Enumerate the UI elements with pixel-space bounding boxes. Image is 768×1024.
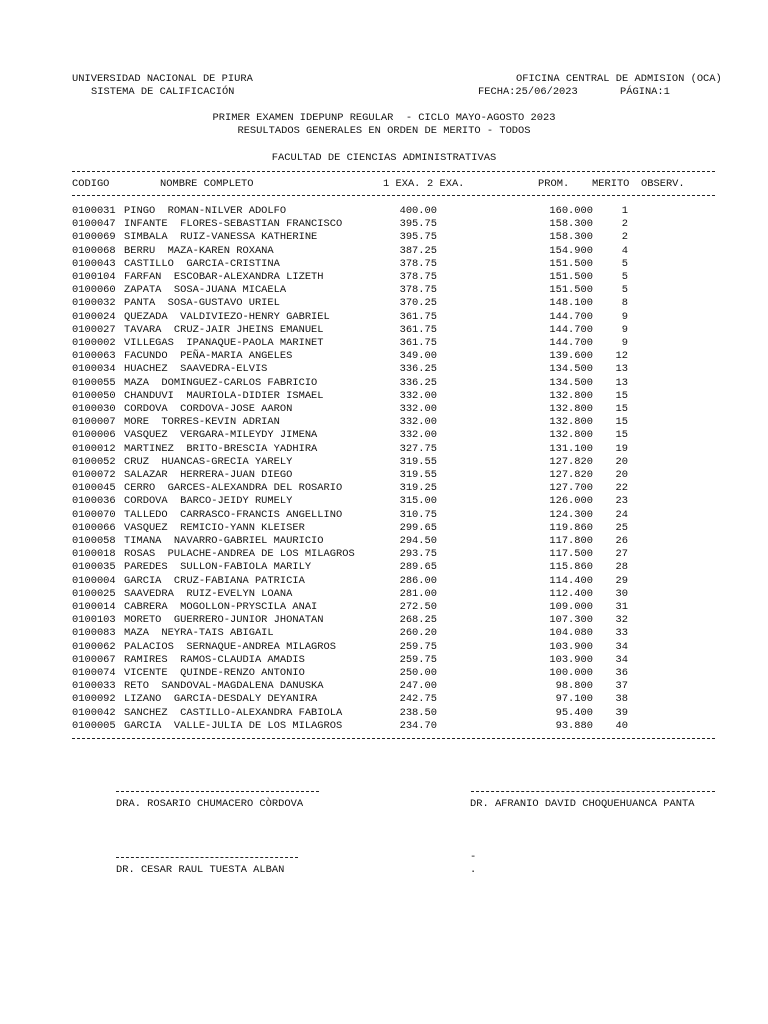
row-prom: 144.700: [549, 337, 593, 349]
row-exam1: 238.50: [399, 706, 437, 719]
table-row: [0, 443, 768, 456]
row-merit: 37: [615, 680, 628, 693]
row-code: 0100025: [72, 587, 116, 600]
row-prom: 132.800: [549, 429, 593, 442]
row-merit: 9: [621, 337, 628, 349]
row-prom: 139.600: [549, 350, 593, 363]
row-code: 0100066: [72, 521, 116, 534]
row-code: 0100035: [72, 561, 116, 574]
table-row: [0, 218, 768, 231]
row-merit: 1: [621, 205, 628, 217]
row-merit: 31: [615, 601, 628, 613]
row-merit: 12: [615, 350, 628, 363]
table-row: [0, 522, 768, 535]
row-merit: 29: [615, 574, 628, 587]
row-prom: 127.820: [549, 455, 593, 468]
row-prom: 103.900: [549, 653, 593, 666]
row-exam1: 272.50: [399, 601, 437, 613]
row-merit: 13: [615, 363, 628, 376]
row-merit: 4: [621, 244, 628, 257]
row-merit: 25: [615, 521, 628, 534]
table-row: [0, 641, 768, 654]
row-name: TALLEDO CARRASCO-FRANCIS ANGELLINO: [124, 508, 343, 521]
row-prom: 131.100: [549, 442, 593, 455]
row-merit: 34: [615, 653, 628, 666]
row-exam1: 260.20: [399, 627, 437, 640]
table-row: [0, 601, 768, 614]
table-row: [0, 297, 768, 310]
row-prom: 148.100: [549, 297, 593, 310]
row-merit: 15: [615, 416, 628, 429]
table-row: [0, 390, 768, 403]
signature-line-3: [116, 857, 298, 858]
row-exam1: 361.75: [399, 337, 437, 349]
results-title: RESULTADOS GENERALES EN ORDEN DE MERITO - TODOS: [237, 125, 531, 137]
row-exam1: 378.75: [399, 271, 437, 283]
row-name: VILLEGAS IPANAQUE-PAOLA MARINET: [124, 337, 324, 349]
row-prom: 132.800: [549, 416, 593, 429]
row-name: HUACHEZ SAAVEDRA-ELVIS: [124, 363, 268, 376]
row-exam1: 289.65: [399, 561, 437, 574]
row-merit: 27: [615, 548, 628, 561]
row-name: CRUZ HUANCAS-GRECIA YARELY: [124, 455, 293, 468]
row-name: SALAZAR HERRERA-JUAN DIEGO: [124, 469, 293, 481]
row-merit: 20: [615, 455, 628, 468]
row-prom: 119.860: [549, 521, 593, 534]
row-merit: 13: [615, 376, 628, 389]
row-prom: 132.800: [549, 403, 593, 415]
row-code: 0100033: [72, 680, 116, 693]
row-prom: 151.500: [549, 257, 593, 270]
row-merit: 23: [615, 495, 628, 508]
row-exam1: 242.75: [399, 693, 437, 706]
row-name: LIZANO GARCIA-DESDALY DEYANIRA: [124, 693, 318, 706]
row-code: 0100012: [72, 442, 116, 455]
header-bottom-rule: [72, 195, 715, 196]
row-name: RAMIRES RAMOS-CLAUDIA AMADIS: [124, 653, 305, 666]
institution-name: UNIVERSIDAD NACIONAL DE PIURA: [72, 73, 253, 85]
row-code: 0100060: [72, 284, 116, 297]
row-prom: 103.900: [549, 640, 593, 653]
row-name: MORE TORRES-KEVIN ADRIAN: [124, 416, 280, 429]
signature-line-2: [471, 791, 715, 792]
row-name: FARFAN ESCOBAR-ALEXANDRA LIZETH: [124, 271, 324, 283]
row-merit: 15: [615, 403, 628, 415]
table-row: [0, 680, 768, 693]
row-merit: 15: [615, 389, 628, 402]
row-code: 0100036: [72, 495, 116, 508]
table-end-rule: [72, 738, 715, 739]
table-row: [0, 627, 768, 640]
row-exam1: 310.75: [399, 508, 437, 521]
row-merit: 28: [615, 561, 628, 574]
row-code: 0100032: [72, 297, 116, 310]
row-exam1: 327.75: [399, 442, 437, 455]
table-row: [0, 469, 768, 482]
row-exam1: 349.00: [399, 350, 437, 363]
row-prom: 160.000: [549, 205, 593, 217]
row-merit: 5: [621, 257, 628, 270]
row-merit: 26: [615, 535, 628, 547]
row-name: TAVARA CRUZ-JAIR JHEINS EMANUEL: [124, 323, 324, 336]
row-code: 0100083: [72, 627, 116, 640]
row-code: 0100018: [72, 548, 116, 561]
row-merit: 9: [621, 310, 628, 323]
row-prom: 127.820: [549, 469, 593, 481]
row-name: SIMBALA RUIZ-VANESSA KATHERINE: [124, 231, 318, 244]
row-merit: 8: [621, 297, 628, 310]
row-prom: 100.000: [549, 667, 593, 679]
row-prom: 95.400: [555, 706, 593, 719]
row-code: 0100027: [72, 323, 116, 336]
row-name: PINGO ROMAN-NILVER ADOLFO: [124, 205, 287, 217]
row-prom: 98.800: [555, 680, 593, 693]
row-name: MORETO GUERRERO-JUNIOR JHONATAN: [124, 614, 324, 627]
row-prom: 124.300: [549, 508, 593, 521]
row-code: 0100030: [72, 403, 116, 415]
table-row: [0, 667, 768, 680]
row-exam1: 332.00: [399, 389, 437, 402]
row-code: 0100070: [72, 508, 116, 521]
table-row: [0, 271, 768, 284]
table-row: [0, 324, 768, 337]
row-exam1: 400.00: [399, 205, 437, 217]
row-merit: 20: [615, 469, 628, 481]
row-name: TIMANA NAVARRO-GABRIEL MAURICIO: [124, 535, 324, 547]
row-prom: 107.300: [549, 614, 593, 627]
row-code: 0100031: [72, 205, 116, 217]
row-code: 0100042: [72, 706, 116, 719]
signature-line-1: [116, 791, 319, 792]
row-prom: 134.500: [549, 376, 593, 389]
table-row: [0, 429, 768, 442]
row-name: INFANTE FLORES-SEBASTIAN FRANCISCO: [124, 218, 343, 231]
table-row: [0, 548, 768, 561]
row-exam1: 299.65: [399, 521, 437, 534]
row-exam1: 293.75: [399, 548, 437, 561]
row-code: 0100005: [72, 719, 116, 732]
row-exam1: 332.00: [399, 403, 437, 415]
table-row: [0, 561, 768, 574]
table-row: [0, 575, 768, 588]
row-name: SANCHEZ CASTILLO-ALEXANDRA FABIOLA: [124, 706, 343, 719]
row-merit: 40: [615, 719, 628, 732]
row-name: QUEZADA VALDIVIEZO-HENRY GABRIEL: [124, 310, 330, 323]
row-name: CHANDUVI MAURIOLA-DIDIER ISMAEL: [124, 389, 324, 402]
row-name: GARCIA VALLE-JULIA DE LOS MILAGROS: [124, 719, 343, 732]
row-merit: 39: [615, 706, 628, 719]
row-exam1: 294.50: [399, 535, 437, 547]
row-merit: 2: [621, 231, 628, 244]
table-row: [0, 205, 768, 218]
row-exam1: 332.00: [399, 416, 437, 429]
row-code: 0100104: [72, 271, 116, 283]
row-merit: 2: [621, 218, 628, 231]
row-code: 0100043: [72, 257, 116, 270]
row-prom: 134.500: [549, 363, 593, 376]
row-exam1: 332.00: [399, 429, 437, 442]
row-name: MAZA DOMINGUEZ-CARLOS FABRICIO: [124, 376, 318, 389]
row-prom: 93.880: [555, 719, 593, 732]
system-name: SISTEMA DE CALIFICACIÓN: [91, 86, 235, 98]
row-code: 0100007: [72, 416, 116, 429]
office-name: OFICINA CENTRAL DE ADMISION (OCA): [516, 73, 722, 85]
row-code: 0100047: [72, 218, 116, 231]
row-exam1: 361.75: [399, 310, 437, 323]
col-code: CODIGO: [72, 178, 110, 190]
row-exam1: 247.00: [399, 680, 437, 693]
col-name: NOMBRE COMPLETO: [160, 178, 254, 190]
row-exam1: 395.75: [399, 231, 437, 244]
row-exam1: 336.25: [399, 376, 437, 389]
row-name: ZAPATA SOSA-JUANA MICAELA: [124, 284, 287, 297]
table-row: [0, 509, 768, 522]
row-code: 0100074: [72, 667, 116, 679]
column-header-row: [0, 178, 768, 191]
row-name: PAREDES SULLON-FABIOLA MARILY: [124, 561, 312, 574]
col-obs: OBSERV.: [641, 178, 685, 190]
table-row: [0, 654, 768, 667]
row-prom: 117.800: [549, 535, 593, 547]
table-row: [0, 377, 768, 390]
page-number: PÁGINA:1: [620, 86, 670, 98]
row-merit: 34: [615, 640, 628, 653]
col-merit: MERITO: [592, 178, 630, 190]
row-name: BERRU MAZA-KAREN ROXANA: [124, 244, 274, 257]
row-exam1: 370.25: [399, 297, 437, 310]
row-exam1: 336.25: [399, 363, 437, 376]
row-name: PALACIOS SERNAQUE-ANDREA MILAGROS: [124, 640, 337, 653]
row-name: CERRO GARCES-ALEXANDRA DEL ROSARIO: [124, 482, 343, 495]
row-exam1: 319.55: [399, 455, 437, 468]
row-code: 0100050: [72, 389, 116, 402]
row-merit: 15: [615, 429, 628, 442]
row-code: 0100067: [72, 653, 116, 666]
row-name: RETO SANDOVAL-MAGDALENA DANUSKA: [124, 680, 324, 693]
table-row: [0, 456, 768, 469]
row-code: 0100024: [72, 310, 116, 323]
row-exam1: 361.75: [399, 323, 437, 336]
row-exam1: 259.75: [399, 653, 437, 666]
row-name: CASTILLO GARCIA-CRISTINA: [124, 257, 280, 270]
report-date: FECHA:25/06/2023: [478, 86, 578, 98]
row-code: 0100034: [72, 363, 116, 376]
row-exam1: 387.25: [399, 244, 437, 257]
row-prom: 144.700: [549, 310, 593, 323]
row-prom: 154.900: [549, 244, 593, 257]
faculty-title: FACULTAD DE CIENCIAS ADMINISTRATIVAS: [271, 152, 497, 164]
row-name: FACUNDO PEÑA-MARIA ANGELES: [124, 350, 293, 363]
row-prom: 151.500: [549, 284, 593, 297]
row-code: 0100004: [72, 574, 116, 587]
table-row: [0, 482, 768, 495]
table-row: [0, 693, 768, 706]
signature-name-3: DR. CESAR RAUL TUESTA ALBAN: [116, 864, 285, 876]
col-exam1: 1 EXA.: [383, 178, 421, 190]
row-exam1: 319.55: [399, 469, 437, 481]
table-row: [0, 311, 768, 324]
table-row: [0, 258, 768, 271]
row-prom: 117.500: [549, 548, 593, 561]
row-exam1: 234.70: [399, 719, 437, 732]
row-prom: 127.700: [549, 482, 593, 495]
table-row: [0, 720, 768, 733]
row-code: 0100052: [72, 455, 116, 468]
row-merit: 24: [615, 508, 628, 521]
row-code: 0100062: [72, 640, 116, 653]
table-row: [0, 614, 768, 627]
row-exam1: 268.25: [399, 614, 437, 627]
row-name: GARCIA CRUZ-FABIANA PATRICIA: [124, 574, 305, 587]
row-merit: 5: [621, 271, 628, 283]
row-name: MARTINEZ BRITO-BRESCIA YADHIRA: [124, 442, 318, 455]
row-prom: 112.400: [549, 587, 593, 600]
table-row: [0, 535, 768, 548]
row-name: CABRERA MOGOLLON-PRYSCILA ANAI: [124, 601, 318, 613]
exam-title: PRIMER EXAMEN IDEPUNP REGULAR - CICLO MAYO-AGOSTO 2023: [212, 112, 556, 124]
row-code: 0100006: [72, 429, 116, 442]
row-code: 0100058: [72, 535, 116, 547]
row-code: 0100069: [72, 231, 116, 244]
row-name: VASQUEZ REMICIO-YANN KLEISER: [124, 521, 305, 534]
row-code: 0100045: [72, 482, 116, 495]
row-merit: 19: [615, 442, 628, 455]
row-merit: 33: [615, 627, 628, 640]
row-exam1: 286.00: [399, 574, 437, 587]
row-prom: 158.300: [549, 231, 593, 244]
col-exam2: 2 EXA.: [427, 178, 465, 190]
row-code: 0100055: [72, 376, 116, 389]
signature-line-4: -: [470, 851, 477, 863]
table-row: [0, 363, 768, 376]
table-row: [0, 337, 768, 350]
row-code: 0100103: [72, 614, 116, 627]
row-code: 0100072: [72, 469, 116, 481]
table-row: [0, 284, 768, 297]
table-row: [0, 350, 768, 363]
row-prom: 97.100: [555, 693, 593, 706]
row-merit: 36: [615, 667, 628, 679]
row-merit: 9: [621, 323, 628, 336]
row-exam1: 259.75: [399, 640, 437, 653]
row-merit: 5: [621, 284, 628, 297]
row-exam1: 319.25: [399, 482, 437, 495]
col-prom: PROM.: [538, 178, 570, 190]
table-row: [0, 588, 768, 601]
row-prom: 144.700: [549, 323, 593, 336]
table-row: [0, 245, 768, 258]
row-exam1: 315.00: [399, 495, 437, 508]
table-row: [0, 707, 768, 720]
row-name: VICENTE QUINDE-RENZO ANTONIO: [124, 667, 305, 679]
row-code: 0100068: [72, 244, 116, 257]
row-merit: 30: [615, 587, 628, 600]
row-merit: 38: [615, 693, 628, 706]
header-top-rule: [72, 171, 715, 172]
row-prom: 158.300: [549, 218, 593, 231]
table-row: [0, 403, 768, 416]
row-exam1: 378.75: [399, 257, 437, 270]
row-name: CORDOVA BARCO-JEIDY RUMELY: [124, 495, 293, 508]
table-row: [0, 231, 768, 244]
row-code: 0100002: [72, 337, 116, 349]
signature-name-1: DRA. ROSARIO CHUMACERO CÒRDOVA: [116, 798, 304, 810]
row-merit: 22: [615, 482, 628, 495]
row-exam1: 378.75: [399, 284, 437, 297]
row-code: 0100092: [72, 693, 116, 706]
row-exam1: 281.00: [399, 587, 437, 600]
row-name: ROSAS PULACHE-ANDREA DE LOS MILAGROS: [124, 548, 355, 561]
row-exam1: 395.75: [399, 218, 437, 231]
row-prom: 114.400: [549, 574, 593, 587]
signature-name-2: DR. AFRANIO DAVID CHOQUEHUANCA PANTA: [470, 798, 695, 810]
table-row: [0, 495, 768, 508]
signature-name-4: .: [470, 864, 477, 876]
row-name: VASQUEZ VERGARA-MILEYDY JIMENA: [124, 429, 318, 442]
row-merit: 32: [615, 614, 628, 627]
row-prom: 126.000: [549, 495, 593, 508]
table-row: [0, 416, 768, 429]
row-name: SAAVEDRA RUIZ-EVELYN LOANA: [124, 587, 293, 600]
row-code: 0100063: [72, 350, 116, 363]
row-name: MAZA NEYRA-TAIS ABIGAIL: [124, 627, 274, 640]
row-prom: 115.860: [549, 561, 593, 574]
row-prom: 132.800: [549, 389, 593, 402]
row-name: PANTA SOSA-GUSTAVO URIEL: [124, 297, 280, 310]
row-prom: 109.000: [549, 601, 593, 613]
row-name: CORDOVA CORDOVA-JOSE AARON: [124, 403, 293, 415]
row-exam1: 250.00: [399, 667, 437, 679]
row-prom: 151.500: [549, 271, 593, 283]
row-code: 0100014: [72, 601, 116, 613]
row-prom: 104.080: [549, 627, 593, 640]
